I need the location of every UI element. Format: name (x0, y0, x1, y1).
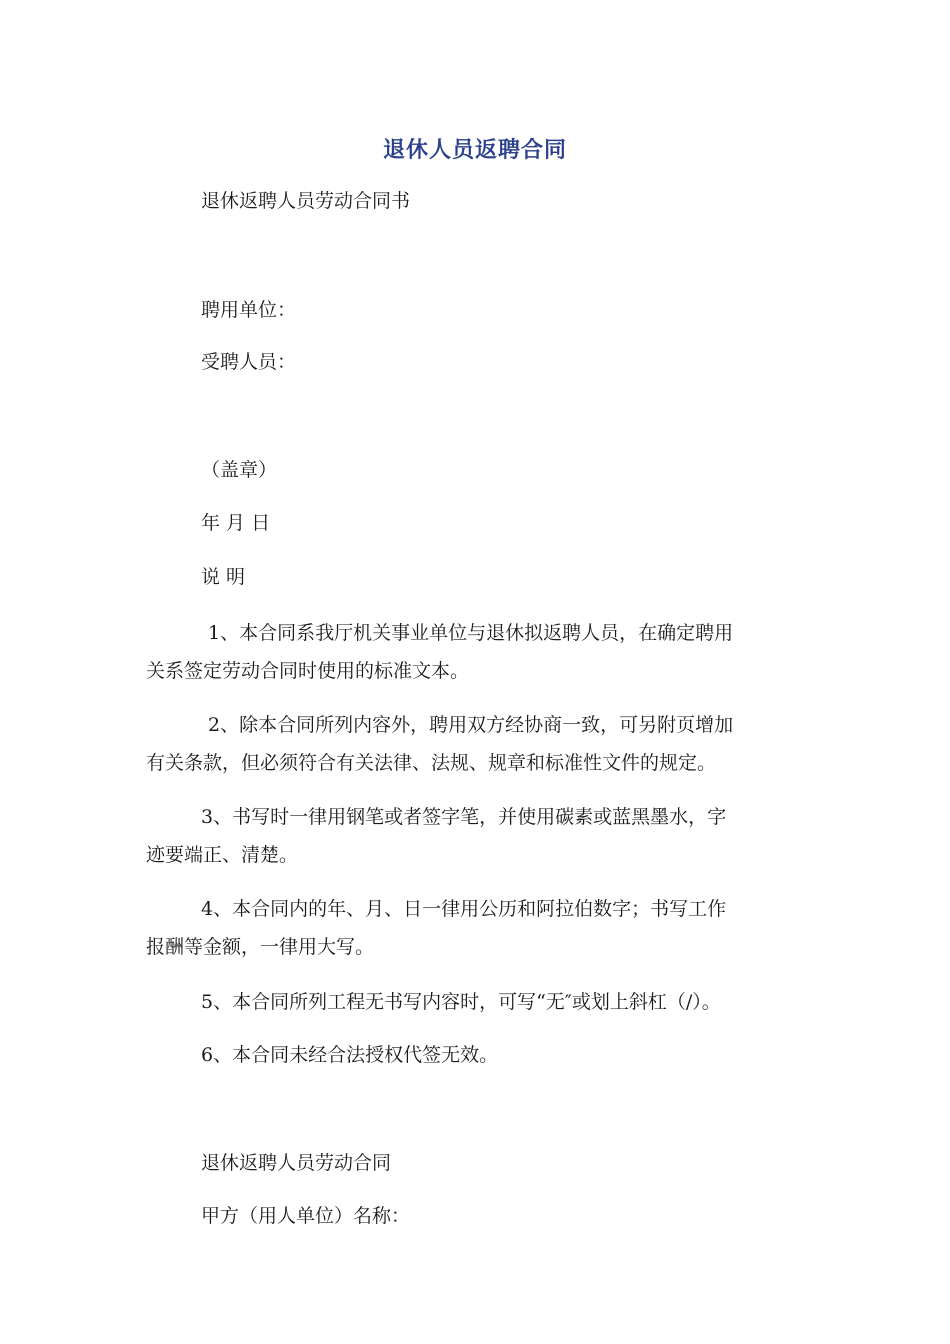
note-item-6: 6、本合同未经合法授权代签无效。 (201, 1044, 499, 1066)
party-a-label: 甲方（用人单位）名称： (201, 1205, 411, 1227)
notes-heading: 说 明 (201, 566, 246, 588)
note-item-4-line-1: 4、本合同内的年、月、日一律用公历和阿拉伯数字；书写工作 (201, 898, 727, 920)
note-item-2 (146, 706, 826, 782)
note-item-1-line-2: 关系签定劳动合同时使用的标准文本。 (146, 660, 470, 682)
note-item-2-line-2: 有关条款，但必须符合有关法律、法规、规章和标准性文件的规定。 (146, 752, 717, 774)
note-item-3-line-2: 迹要端正、清楚。 (146, 844, 299, 866)
date-label: 年 月 日 (201, 512, 271, 534)
note-item-4 (146, 890, 826, 966)
employee-label: 受聘人员： (201, 351, 297, 373)
note-item-2-line-1: 2、除本合同所列内容外，聘用双方经协商一致，可另附页增加 (208, 714, 734, 736)
seal-label: （盖章） (201, 459, 278, 481)
contract-heading: 退休返聘人员劳动合同 (201, 1152, 392, 1174)
note-item-1-line-1: 1、本合同系我厅机关事业单位与退休拟返聘人员，在确定聘用 (208, 622, 734, 644)
document-title: 退休人员返聘合同 (382, 138, 567, 163)
note-item-3-line-1: 3、书写时一律用钢笔或者签字笔，并使用碳素或蓝黑墨水，字 (201, 806, 727, 828)
employer-label: 聘用单位： (201, 299, 297, 321)
note-item-3 (146, 798, 826, 874)
note-item-1 (146, 614, 826, 690)
note-item-4-line-2: 报酬等金额，一律用大写。 (146, 936, 375, 958)
note-item-5: 5、本合同所列工程无书写内容时，可写“无″或划上斜杠（/）。 (201, 991, 721, 1013)
document-subtitle: 退休返聘人员劳动合同书 (201, 190, 411, 212)
